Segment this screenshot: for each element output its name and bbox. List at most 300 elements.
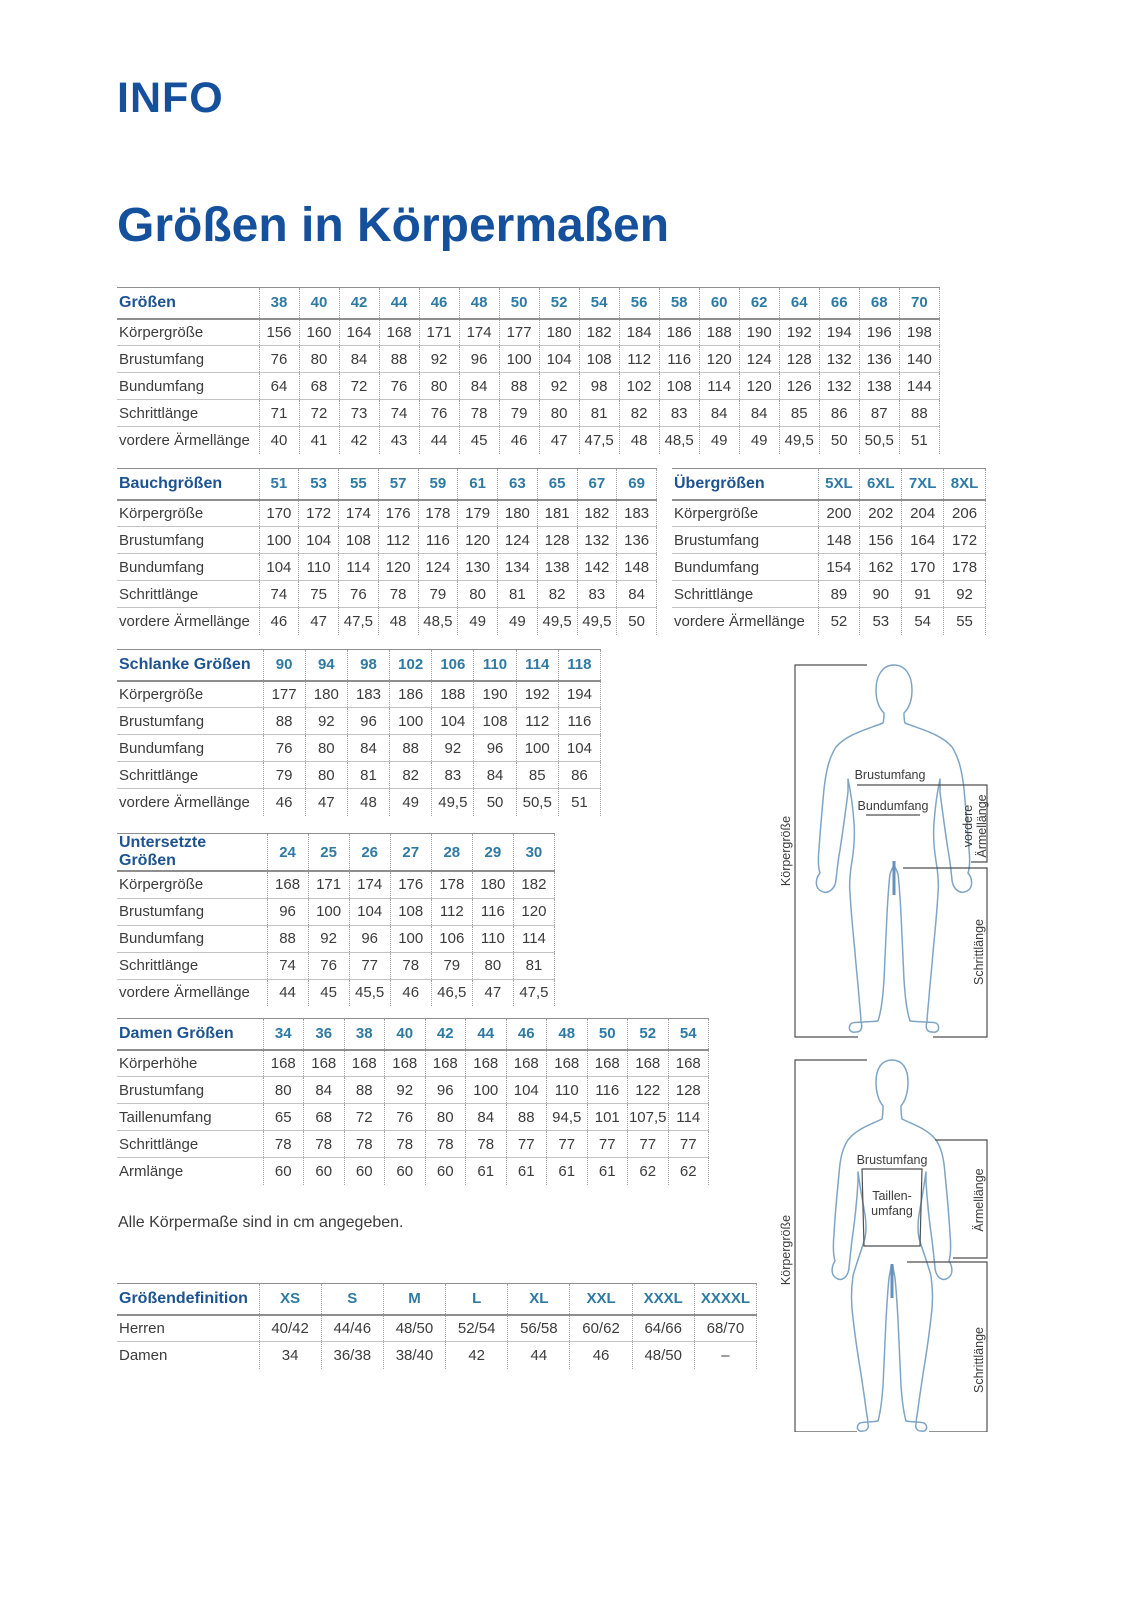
cell-value: 64/66 [632,1315,694,1342]
column-header: 102 [390,650,432,681]
cell-value: 49 [498,608,538,635]
cell-value: 154 [818,554,860,581]
cell-value: 88 [506,1104,547,1131]
cell-value: 68 [304,1104,345,1131]
cell-value: 60 [425,1158,466,1185]
cell-value: 48/50 [383,1315,445,1342]
table-row [117,925,555,952]
cell-value: 80 [299,346,339,373]
cell-value: 182 [579,319,619,346]
cell-value: 96 [347,708,389,735]
row-label: Körpergröße [119,685,204,703]
table-header-row [117,834,555,872]
cell-value: 91 [902,581,944,608]
cell-value: 74 [259,581,299,608]
column-header: 44 [379,288,419,319]
column-header: 50 [499,288,539,319]
cell-value: 76 [263,735,305,762]
cell-value: 138 [537,554,577,581]
table-row [117,581,657,608]
cell-value: 46 [263,789,305,816]
column-header: 46 [506,1019,547,1050]
cell-value: 49 [458,608,498,635]
cell-value: 92 [308,925,349,952]
cell-value: 72 [339,373,379,400]
female-aermellaenge-label: Ärmellänge [972,1168,986,1232]
table-row [117,608,657,635]
cell-value: 206 [944,500,986,527]
cell-value: 110 [547,1077,588,1104]
cell-value: 48 [378,608,418,635]
cell-value: 104 [432,708,474,735]
row-label: vordere Ärmellänge [119,984,250,1002]
page-title: Größen in Körpermaßen [117,199,670,252]
cell-value: 132 [819,373,859,400]
table-header-row [117,1019,709,1050]
table-untersetzte-groessen [117,833,555,1006]
cell-value: 76 [308,952,349,979]
female-body-diagram [757,1040,1000,1432]
cell-value: 188 [699,319,739,346]
column-header: 25 [308,834,349,872]
cell-value: 180 [305,681,347,708]
row-label: Brustumfang [119,1081,205,1099]
cell-value: 120 [458,527,498,554]
cell-value: 126 [779,373,819,400]
cell-value: 49 [390,789,432,816]
cell-value: 77 [547,1131,588,1158]
cell-value: 75 [299,581,339,608]
unit-note: Alle Körpermaße sind in cm angegeben. [118,1214,404,1231]
cell-value: 85 [779,400,819,427]
column-header: 54 [579,288,619,319]
female-brustumfang-label: Brustumfang [856,1153,928,1167]
cell-value: 50,5 [859,427,899,454]
cell-value: 82 [619,400,659,427]
cell-value: 108 [339,527,379,554]
cell-value: 183 [617,500,657,527]
page-kicker: INFO [117,74,224,122]
cell-value: 83 [432,762,474,789]
cell-value: 132 [577,527,617,554]
cell-value: 168 [425,1050,466,1077]
cell-value: 79 [263,762,305,789]
row-label: Körperhöhe [119,1054,198,1072]
cell-value: 168 [379,319,419,346]
table-title: Übergrößen [674,474,765,492]
column-header: 67 [577,469,617,500]
cell-value: 178 [944,554,986,581]
cell-value: 61 [547,1158,588,1185]
cell-value: 81 [347,762,389,789]
cell-value: 114 [699,373,739,400]
column-header: 68 [859,288,899,319]
cell-value: 92 [944,581,986,608]
cell-value: 49,5 [432,789,474,816]
cell-value: 186 [659,319,699,346]
cell-value: 50 [617,608,657,635]
cell-value: 130 [458,554,498,581]
cell-value: 94,5 [547,1104,588,1131]
cell-value: 40/42 [259,1315,321,1342]
column-header: 69 [617,469,657,500]
cell-value: 80 [305,762,347,789]
cell-value: 168 [628,1050,669,1077]
cell-value: 44 [267,979,308,1006]
column-header: 52 [539,288,579,319]
cell-value: 49,5 [577,608,617,635]
cell-value: 180 [472,871,513,898]
column-header: 36 [304,1019,345,1050]
row-label: vordere Ärmellänge [674,612,805,630]
table-row [117,346,940,373]
cell-value: 104 [299,527,339,554]
cell-value: 88 [263,708,305,735]
cell-value: 148 [617,554,657,581]
cell-value: 44 [508,1342,570,1369]
cell-value: 47,5 [513,979,554,1006]
cell-value: 88 [267,925,308,952]
cell-value: 79 [431,952,472,979]
cell-value: 106 [431,925,472,952]
cell-value: 168 [547,1050,588,1077]
female-koerpergroesse-bracket [795,1060,867,1432]
table-row [117,527,657,554]
table-header-row [117,288,940,319]
cell-value: 51 [558,789,600,816]
cell-value: 45 [308,979,349,1006]
cell-value: 204 [902,500,944,527]
cell-value: 148 [818,527,860,554]
cell-value: 80 [472,952,513,979]
cell-value: 156 [259,319,299,346]
column-header: 6XL [860,469,902,500]
cell-value: 174 [339,500,379,527]
table-title: Größendefinition [119,1289,248,1307]
cell-value: 72 [344,1104,385,1131]
table-row [117,373,940,400]
cell-value: 80 [263,1077,304,1104]
cell-value: 49,5 [537,608,577,635]
column-header: 30 [513,834,554,872]
cell-value: 168 [267,871,308,898]
cell-value: 192 [779,319,819,346]
cell-value: 65 [263,1104,304,1131]
table-row [672,581,986,608]
table-row [117,735,601,762]
table-row [672,608,986,635]
row-label: Körpergröße [119,876,204,894]
cell-value: 84 [474,762,516,789]
column-header: L [446,1284,508,1315]
cell-value: 112 [378,527,418,554]
cell-value: 50,5 [516,789,558,816]
cell-value: 42 [339,427,379,454]
table-uebergroessen [672,468,986,635]
cell-value: 87 [859,400,899,427]
cell-value: 174 [349,871,390,898]
table-row [117,500,657,527]
row-label: Bundumfang [119,558,205,576]
cell-value: 77 [506,1131,547,1158]
cell-value: 47 [539,427,579,454]
row-label: Bundumfang [674,558,760,576]
male-silhouette [816,665,971,1032]
cell-value: 114 [339,554,379,581]
cell-value: 73 [339,400,379,427]
cell-value: 43 [379,427,419,454]
cell-value: 77 [668,1131,709,1158]
cell-value: 81 [498,581,538,608]
table-bauchgroessen [117,468,657,635]
column-header: 106 [432,650,474,681]
cell-value: 47,5 [339,608,379,635]
row-label: Schrittlänge [119,585,199,603]
cell-value: 92 [432,735,474,762]
cell-value: 100 [466,1077,507,1104]
row-label: Bundumfang [119,930,205,947]
table-row [117,1077,709,1104]
table-row [672,527,986,554]
cell-value: 76 [259,346,299,373]
cell-value: 48 [619,427,659,454]
cell-value: 100 [516,735,558,762]
table-title: Bauchgrößen [119,474,223,492]
table-row [117,1315,757,1342]
cell-value: 78 [390,952,431,979]
column-header: 60 [699,288,739,319]
cell-value: 50 [474,789,516,816]
cell-value: 100 [499,346,539,373]
table-row [672,500,986,527]
cell-value: 53 [860,608,902,635]
cell-value: 122 [628,1077,669,1104]
row-label: Körpergröße [674,504,759,522]
cell-value: 82 [390,762,432,789]
cell-value: 142 [577,554,617,581]
column-header: 56 [619,288,659,319]
cell-value: 136 [859,346,899,373]
male-body-diagram [757,645,1000,1040]
table-groessendefinition [117,1283,757,1369]
column-header: XL [508,1284,570,1315]
column-header: 42 [339,288,379,319]
cell-value: 46 [259,608,299,635]
cell-value: 51 [899,427,939,454]
cell-value: 60 [304,1158,345,1185]
cell-value: 84 [699,400,739,427]
cell-value: 92 [305,708,347,735]
cell-value: 174 [459,319,499,346]
column-header: 55 [339,469,379,500]
cell-value: 52 [818,608,860,635]
column-header: 98 [347,650,389,681]
cell-value: 60 [263,1158,304,1185]
cell-value: 112 [516,708,558,735]
cell-value: 49 [699,427,739,454]
cell-value: 162 [860,554,902,581]
table-row [117,1050,709,1077]
cell-value: 101 [587,1104,628,1131]
table-header-row [672,469,986,500]
cell-value: 78 [466,1131,507,1158]
cell-value: 114 [668,1104,709,1131]
cell-value: – [694,1342,756,1369]
row-label: vordere Ärmellänge [119,612,250,630]
column-header: 7XL [902,469,944,500]
cell-value: 96 [425,1077,466,1104]
column-header: 52 [628,1019,669,1050]
table-groessen [117,287,940,454]
row-label: Brustumfang [119,350,205,368]
cell-value: 172 [944,527,986,554]
cell-value: 62 [628,1158,669,1185]
column-header: 44 [466,1019,507,1050]
cell-value: 79 [499,400,539,427]
cell-value: 44/46 [321,1315,383,1342]
cell-value: 116 [558,708,600,735]
cell-value: 164 [339,319,379,346]
cell-value: 124 [498,527,538,554]
table-row [117,400,940,427]
cell-value: 184 [619,319,659,346]
table-schlanke-groessen [117,649,601,816]
row-label: Damen [119,1346,168,1364]
cell-value: 116 [587,1077,628,1104]
cell-value: 180 [498,500,538,527]
column-header: 42 [425,1019,466,1050]
table-row [117,319,940,346]
table-row [117,1131,709,1158]
cell-value: 108 [579,346,619,373]
cell-value: 84 [339,346,379,373]
table-row [117,898,555,925]
cell-value: 92 [419,346,459,373]
cell-value: 190 [739,319,779,346]
row-label: Schrittlänge [674,585,754,603]
cell-value: 84 [304,1077,345,1104]
cell-value: 60 [344,1158,385,1185]
cell-value: 128 [537,527,577,554]
cell-value: 47,5 [579,427,619,454]
cell-value: 180 [539,319,579,346]
cell-value: 48/50 [632,1342,694,1369]
cell-value: 100 [259,527,299,554]
row-label: Schrittlänge [119,957,199,974]
column-header: 66 [819,288,859,319]
row-label: Brustumfang [674,531,760,549]
row-label: Körpergröße [119,323,204,341]
cell-value: 46 [570,1342,632,1369]
cell-value: 77 [587,1131,628,1158]
cell-value: 84 [739,400,779,427]
cell-value: 168 [263,1050,304,1077]
column-header: 64 [779,288,819,319]
cell-value: 84 [347,735,389,762]
cell-value: 124 [418,554,458,581]
cell-value: 194 [819,319,859,346]
cell-value: 78 [304,1131,345,1158]
cell-value: 68/70 [694,1315,756,1342]
cell-value: 47 [472,979,513,1006]
cell-value: 182 [577,500,617,527]
row-label: Bundumfang [119,739,205,757]
male-bundumfang-label: Bundumfang [857,799,929,813]
column-header: 114 [516,650,558,681]
table-row [117,427,940,454]
column-header: XXL [570,1284,632,1315]
cell-value: 77 [628,1131,669,1158]
cell-value: 104 [539,346,579,373]
female-schrittlaenge-label: Schrittlänge [972,1326,986,1394]
row-label: Schrittlänge [119,1135,199,1153]
row-label: Schrittlänge [119,404,199,422]
cell-value: 96 [349,925,390,952]
cell-value: 46 [499,427,539,454]
cell-value: 44 [419,427,459,454]
cell-value: 120 [513,898,554,925]
cell-value: 88 [379,346,419,373]
cell-value: 78 [344,1131,385,1158]
cell-value: 61 [466,1158,507,1185]
cell-value: 80 [539,400,579,427]
table-header-row [117,469,657,500]
cell-value: 78 [459,400,499,427]
cell-value: 49 [739,427,779,454]
cell-value: 84 [459,373,499,400]
column-header: 48 [547,1019,588,1050]
cell-value: 60 [385,1158,426,1185]
cell-value: 34 [259,1342,321,1369]
cell-value: 176 [378,500,418,527]
table-section-uebergroessen [672,468,986,635]
cell-value: 116 [418,527,458,554]
column-header: 48 [459,288,499,319]
cell-value: 156 [860,527,902,554]
column-header: 58 [659,288,699,319]
cell-value: 168 [506,1050,547,1077]
row-label: Brustumfang [119,712,205,730]
cell-value: 136 [617,527,657,554]
cell-value: 61 [506,1158,547,1185]
cell-value: 98 [579,373,619,400]
cell-value: 190 [474,681,516,708]
cell-value: 55 [944,608,986,635]
cell-value: 108 [390,898,431,925]
cell-value: 102 [619,373,659,400]
cell-value: 76 [385,1104,426,1131]
cell-value: 144 [899,373,939,400]
column-header: XXXXL [694,1284,756,1315]
cell-value: 56/58 [508,1315,570,1342]
row-label: Bundumfang [119,377,205,395]
row-label: Brustumfang [119,531,205,549]
cell-value: 178 [431,871,472,898]
cell-value: 177 [263,681,305,708]
cell-value: 116 [659,346,699,373]
cell-value: 176 [390,871,431,898]
table-section-groessen [117,287,940,454]
column-header: 46 [419,288,459,319]
cell-value: 80 [458,581,498,608]
cell-value: 171 [308,871,349,898]
cell-value: 48 [347,789,389,816]
table-row [117,789,601,816]
cell-value: 196 [859,319,899,346]
table-section-bauchgroessen [117,468,657,635]
table-title: Schlanke Größen [119,655,251,673]
cell-value: 79 [418,581,458,608]
